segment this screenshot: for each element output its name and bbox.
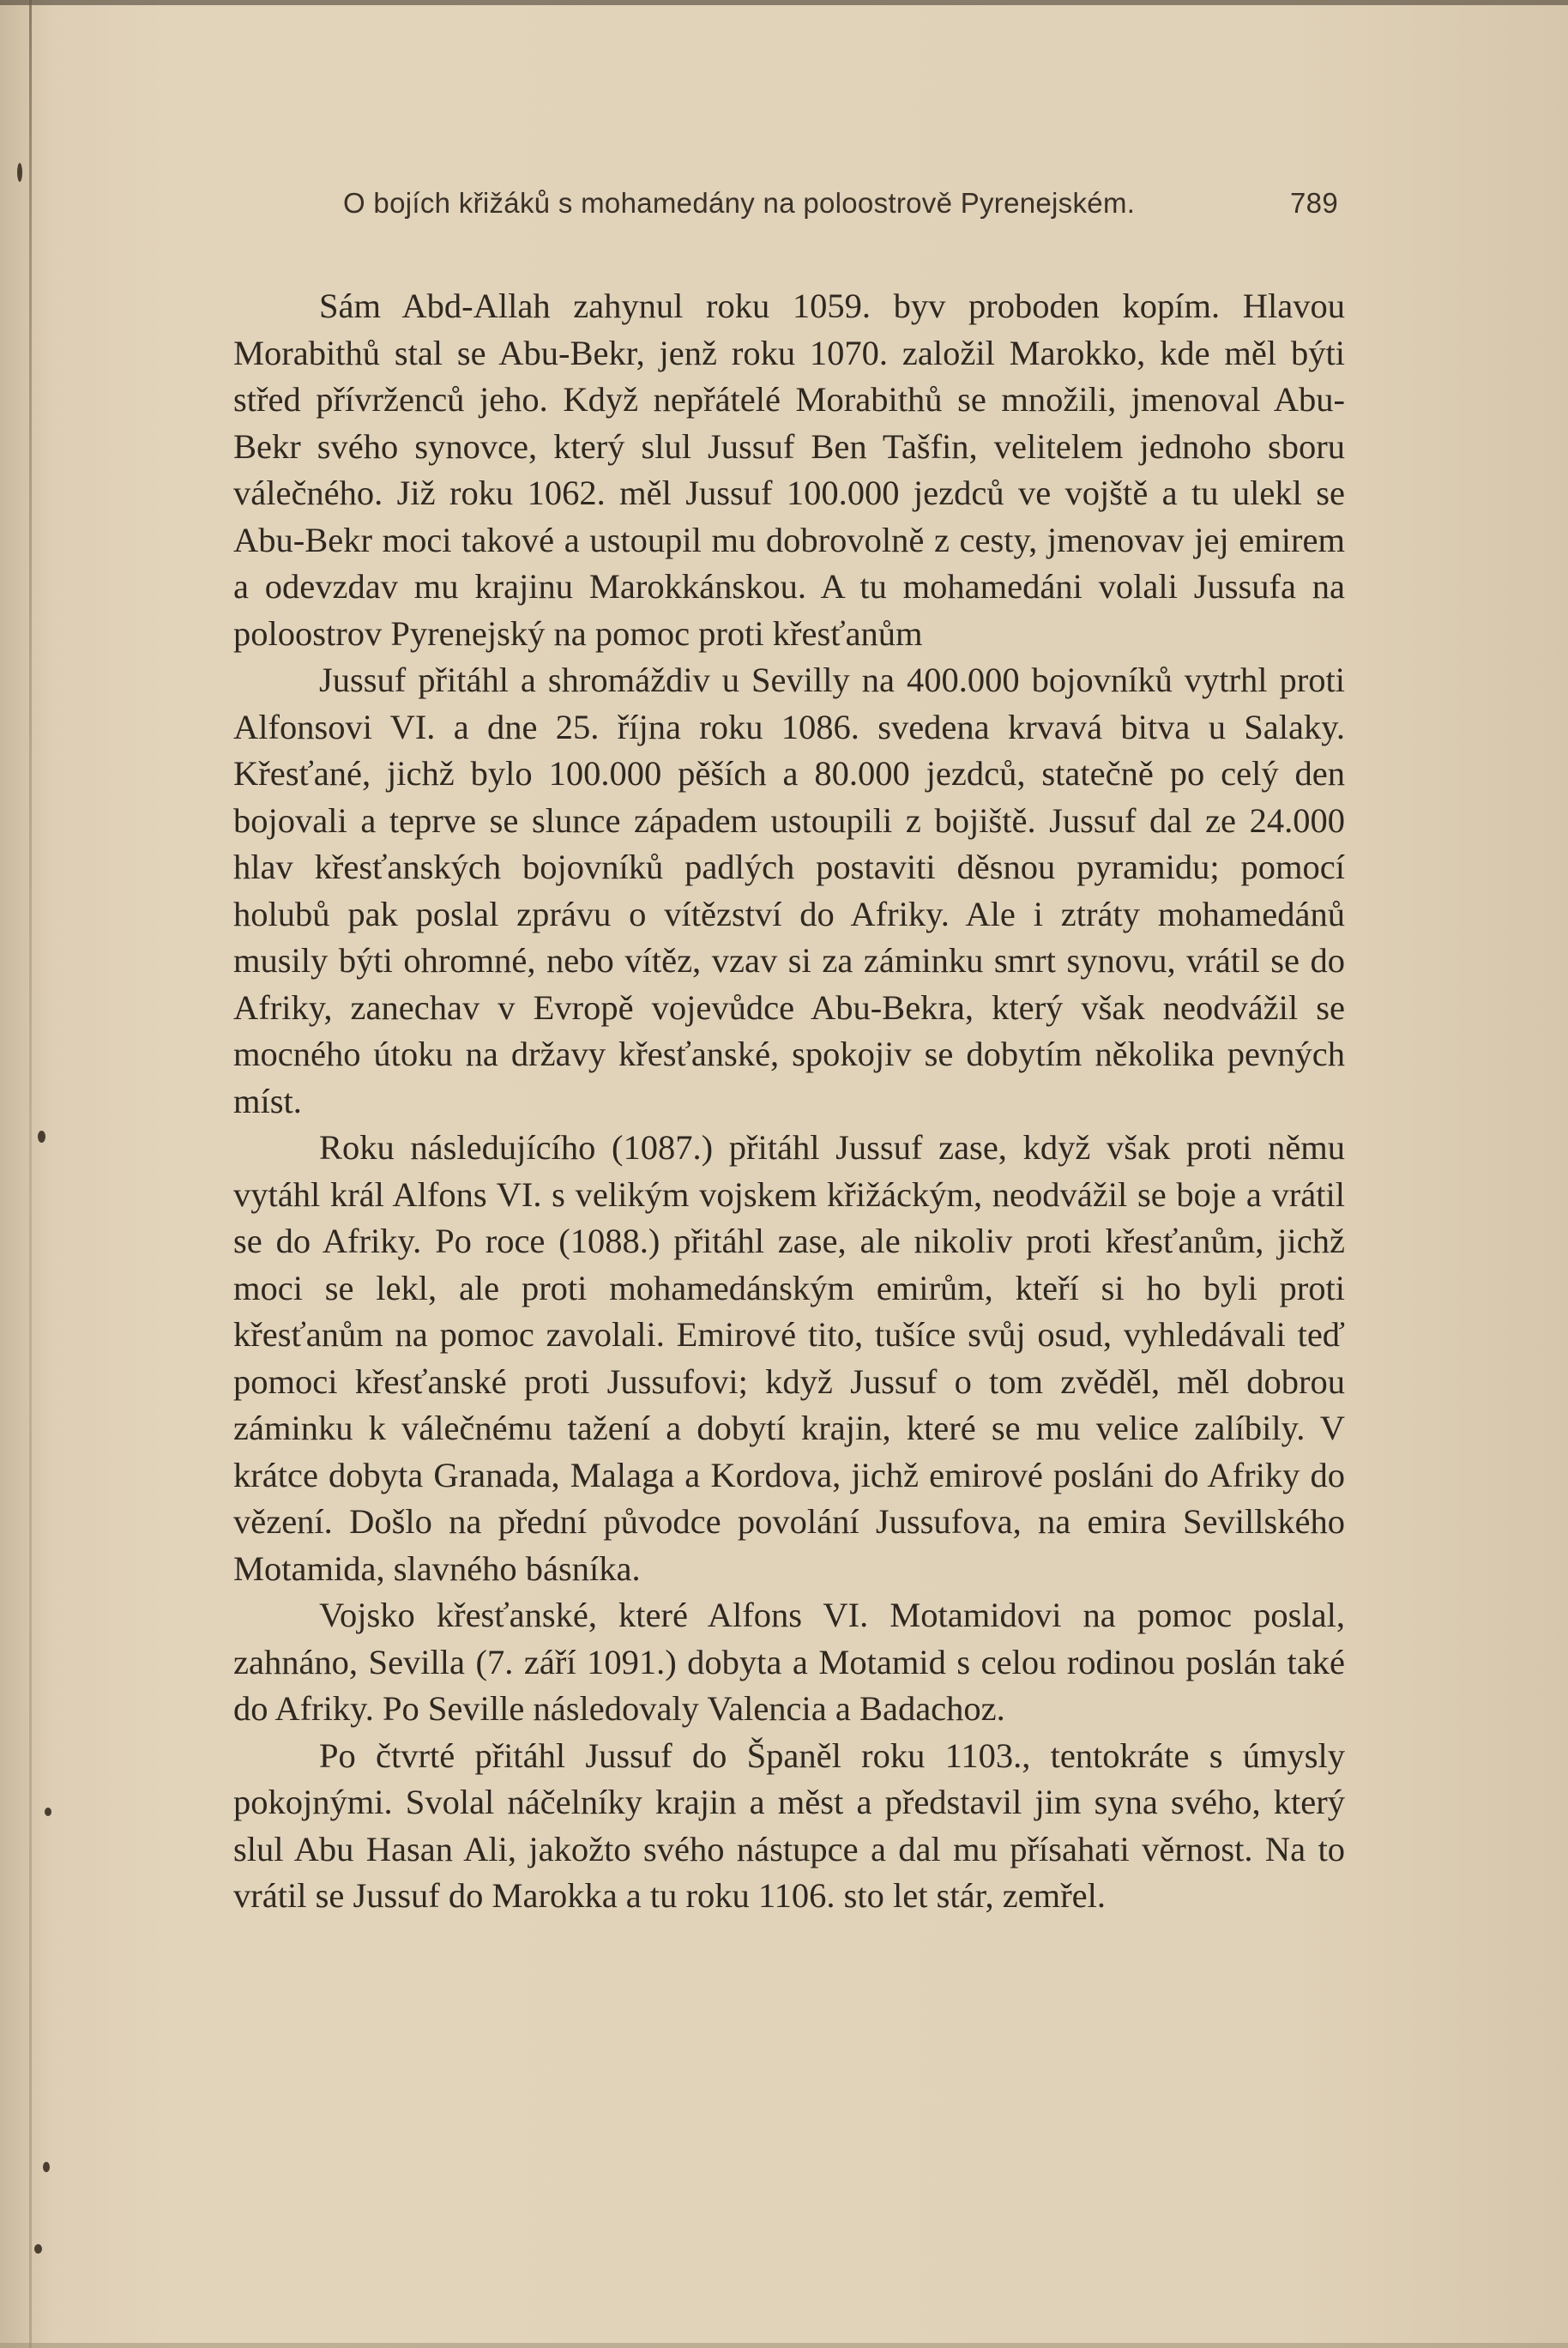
paper-speck <box>45 1808 51 1816</box>
paragraph: Roku následujícího (1087.) přitáhl Jussuf zase, když však proti němu vytáhl král Alfons VI. s velikým vojskem křižáckým, neodvážil se boje a vrátil se do Afriky. Po roce (1088.) přitáhl zase, ale nikoliv proti křesťanům, jichž moci se lekl, ale proti mohamedánským emirům, kteří si ho byli proti křesťanům na pomoc zavolali. Emirové tito, tušíce svůj osud, vyhledávali teď pomoci křesťanské proti Jussufovi; když Jussuf o tom zvěděl, měl dobrou záminku k válečnému tažení a dobytí krajin, které se mu velice zalíbily. V krátce dobyta Granada, Malaga a Kordova, jichž emirové posláni do Afriky do vězení. Došlo na přední původce povolání Jussufova, na emira Sevillského Motamida, slavného básníka. <box>233 1128 1345 1588</box>
running-header <box>343 187 1338 238</box>
paper-speck <box>17 163 22 182</box>
paper-speck <box>34 2244 42 2254</box>
paper-speck <box>43 2162 50 2172</box>
page-binding-edge <box>29 0 32 2348</box>
paragraph: Sám Abd-Allah zahynul roku 1059. byv proboden kopím. Hlavou Morabithů stal se Abu-Bekr, jenž roku 1070. založil Marokko, kde měl býti střed přívrženců jeho. Když nepřátelé Morabithů se množili, jmenoval Abu-Bekr svého synovce, který slul Jussuf Ben Tašfin, velitelem jednoho sboru válečného. Již roku 1062. měl Jussuf 100.000 jezdců ve vojště a tu ulekl se Abu-Bekr moci takové a ustoupil mu dobrovolně z cesty, jmenovav jej emirem a odevzdav mu krajinu Marokkánskou. A tu mohamedáni volali Jussufa na poloostrov Pyrenejský na pomoc proti křesťanům <box>233 287 1345 653</box>
paragraph: Jussuf přitáhl a shromáždiv u Sevilly na 400.000 bojovníků vytrhl proti Alfonsovi VI. a dne 25. října roku 1086. svedena krvavá bitva u Salaky. Křesťané, jichž bylo 100.000 pěších a 80.000 jezdců, statečně po celý den bojovali a teprve se slunce západem ustoupili z bojiště. Jussuf dal ze 24.000 hlav křesťanských bojovníků padlých postaviti děsnou pyramidu; pomocí holubů pak poslal zprávu o vítězství do Afriky. Ale i ztráty mohamedánů musily býti ohromné, nebo vítěz, vzav si za záminku smrt synovu, vrátil se do Afriky, zanechav v Evropě vojevůdce Abu-Bekra, který však neodvážil se mocného útoku na državy křesťanské, spokojiv se dobytím několika pevných míst. <box>233 661 1345 1120</box>
paragraph: Po čtvrté přitáhl Jussuf do Španěl roku 1103., tentokráte s úmysly pokojnými. Svolal náčelníky krajin a měst a představil jim syna svého, který slul Abu Hasan Ali, jakožto svého nástupce a dal mu přísahati věrnost. Na to vrátil se Jussuf do Marokka a tu roku 1106. sto let stár, zemřel. <box>233 1735 1345 1915</box>
body-text <box>233 283 1345 1920</box>
page-bottom-edge <box>0 2343 1568 2348</box>
paper-speck <box>38 1131 45 1143</box>
running-title: O bojích křižáků s mohamedány na poloostrově Pyrenejském. <box>343 187 1136 219</box>
page-number: 789 <box>1290 187 1338 219</box>
page-top-edge <box>0 0 1568 5</box>
paragraph: Vojsko křesťanské, které Alfons VI. Motamidovi na pomoc poslal, zahnáno, Sevilla (7. září 1091.) dobyta a Motamid s celou rodinou poslán také do Afriky. Po Seville následovaly Valencia a Badachoz. <box>233 1596 1345 1728</box>
